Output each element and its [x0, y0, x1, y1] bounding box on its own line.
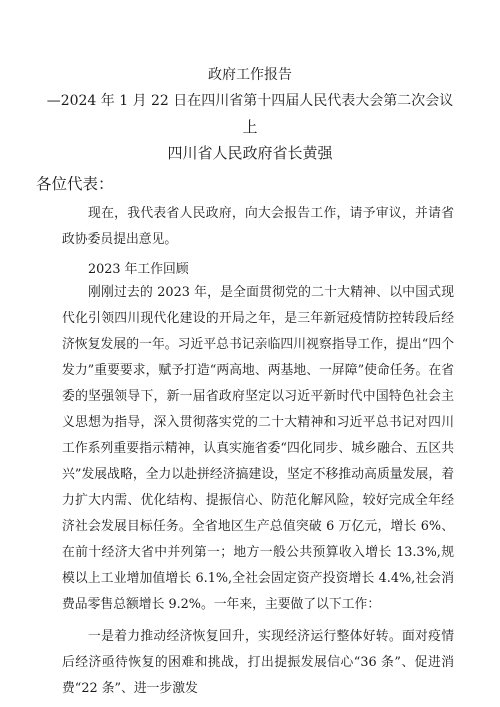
paragraph-first-point [62, 624, 454, 702]
paragraph-intro-text: 现在，我代表省人民政府，向大会报告工作，请予审议，并请省政协委员提出意见。 [62, 206, 454, 247]
document-author: 四川省人民政府省长黄强 [167, 144, 333, 162]
salutation: 各位代表： [36, 175, 114, 193]
document-subtitle: —2024 年 1 月 22 日在四川省第十四届人民代表大会第二次会议 [46, 93, 454, 109]
paragraph-first-point-text: 一是着力推动经济恢复回升，实现经济运行整体好转。面对疫情后经济亟待恢复的困难和挑战，打出提振发展信心“36 条”、促进消费“22 条”、进一步激发 [62, 629, 454, 696]
paragraph-intro [62, 201, 454, 253]
paragraph-review-text: 刚刚过去的 2023 年，是全面贯彻党的二十大精神、以中国式现代化引领四川现代化建设的开局之年，是三年新冠疫情防控转段后经济恢复发展的一年。习近平总书记亲临四川视察指导工作，提出“四个发力”重要要求，赋予打造“两高地、两基地、一屏障”使命任务。在省委的坚强领导下，新一届省政府坚定以习近平新时代中国特色社会主义思想为指导，深入贯彻落实党的二十大精神和习近平总书记对四川工作系列重要指示精神，认真实施省委“四化同步、城乡融合、五区共兴”发展战略，全力以赴拼经济搞建设，坚定不移推动高质量发展，着力扩大内需、优化结构、提振信心、防范化解风险，较好完成全年经济社会发展目标任务。全省地区生产总值突破 6 万亿元，增长 6%、在前十经济大省中并列第一；地方一般公共预算收入增长 13.3%,规模以上工业增加值增长 6.1%,全社会固定资产投资增长 4.4%,社会消费品零售总额增长 9.2%。一年来，主要做了以下工作： [62, 285, 454, 612]
paragraph-review [62, 280, 454, 618]
title-block [0, 62, 500, 166]
document-subtitle-continuation: 上 [242, 118, 258, 136]
section-heading-text: 2023 年工作回顾 [88, 262, 189, 277]
document-title: 政府工作报告 [208, 67, 292, 83]
